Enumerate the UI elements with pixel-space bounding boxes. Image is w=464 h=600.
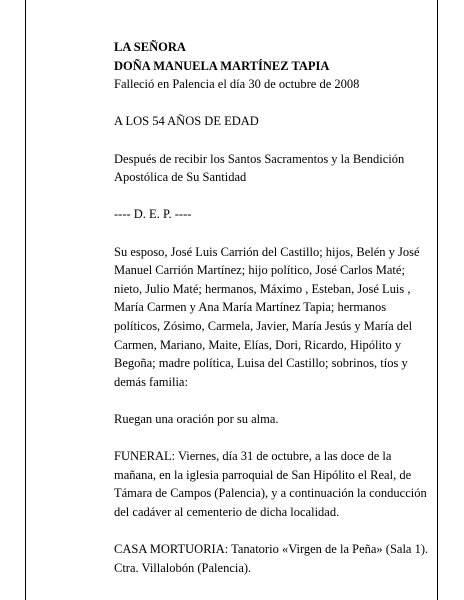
rip-line: ---- D. E. P. ---- (114, 207, 192, 222)
left-border-rule (25, 0, 26, 600)
obituary-text (114, 38, 434, 596)
deceased-name: DOÑA MANUELA MARTÍNEZ TAPIA (114, 58, 330, 73)
funeral-paragraph: FUNERAL: Viernes, día 31 de octubre, a las doce de la mañana, en la iglesia parroquial de San Hipólito el Real, de Támara de Campos (Palencia), y a continuación la conducción del cadáver al cementerio de dicha localidad. (114, 449, 427, 519)
honorific: LA SEÑORA (114, 40, 186, 54)
family-paragraph: Su esposo, José Luis Carrión del Castillo; hijos, Belén y José Manuel Carrión Martínez; hijo político, José Carlos Maté; nieto, Julio Maté; hermanos, Máximo , Esteban, José Luis , María Carmen y Ana María Martínez Tapia; hermanos políticos, Zósimo, Carmela, Javier, María Jesús y María del Carmen, Mariano, Maite, Elías, Dori, Ricardo, Hipólito y Begoña; madre política, Luisa del Castillo; sobrinos, tíos y demás familia: (114, 244, 420, 389)
death-line: Falleció en Palencia el día 30 de octubre de 2008 (114, 77, 360, 92)
mortuary-paragraph: CASA MORTUORIA: Tanatorio «Virgen de la Peña» (Sala 1). Ctra. Villalobón (Palencia). (114, 542, 429, 575)
prayer-line: Ruegan una oración por su alma. (114, 411, 279, 426)
right-border-rule (437, 0, 438, 600)
age-line: A LOS 54 AÑOS DE EDAD (114, 114, 259, 129)
sacraments-paragraph: Después de recibir los Santos Sacramentos y la Bendición Apostólica de Su Santidad (114, 151, 405, 185)
